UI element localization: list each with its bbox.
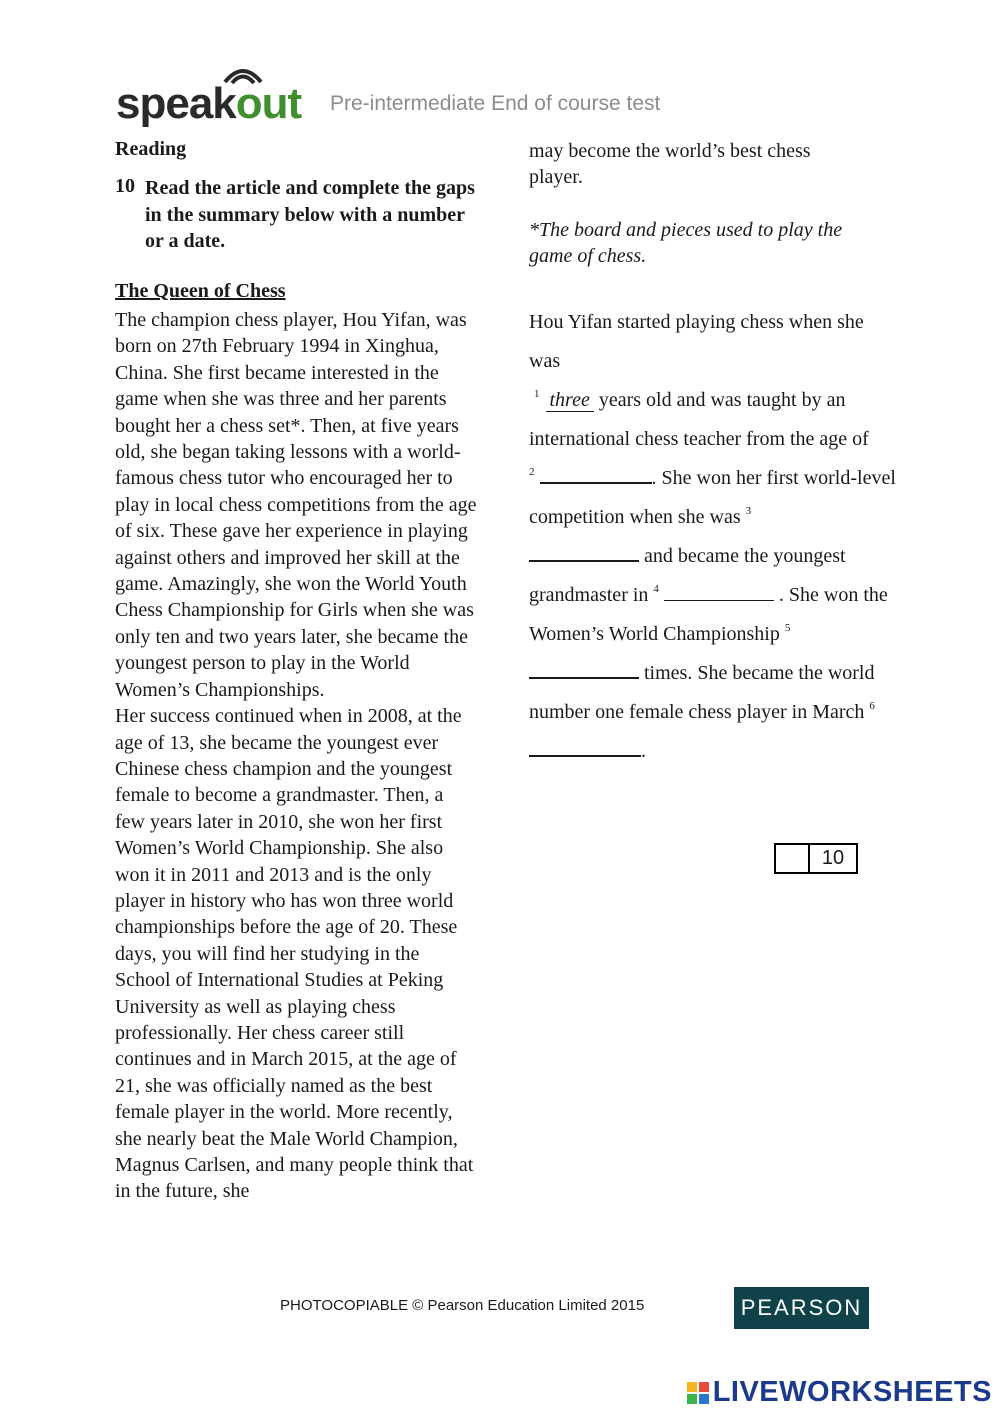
gap-3-input[interactable] — [529, 540, 639, 562]
article-continuation: may become the world’s best chess player. — [529, 140, 811, 189]
gap-number-5: 5 — [784, 622, 791, 634]
score-box — [774, 843, 858, 874]
gap-5-input[interactable] — [529, 657, 639, 679]
article-footnote: *The board and pieces used to play the game of chess. — [529, 219, 843, 268]
section-heading: Reading — [115, 138, 187, 160]
gap-1-answer: three — [546, 389, 594, 412]
pearson-logo: PEARSON — [734, 1287, 869, 1329]
copyright-notice: PHOTOCOPIABLE © Pearson Education Limited 2015 — [280, 1297, 645, 1314]
article-paragraph-2: Her success continued when in 2008, at the age of 13, she became the youngest ever Chinese chess champion and the youngest female to become a grandmaster. Then, a few years later in 2010, she won her first Women’s World Championship. She also won it in 2011 and 2013 and is the only player in history who has won three world championships before the age of 20. These days, you will find her studying in the School of International Studies at Peking University as well as playing chess professionally. Her chess career still continues and in March 2015, at the age of 21, she was officially named as the best female player in the world. More recently, she nearly beat the Male World Champion, Magnus Carlsen, and many people think that in the future, she — [115, 705, 474, 1203]
article-title: The Queen of Chess — [115, 280, 286, 302]
liveworksheets-wordmark: LIVEWORKSHEETS — [712, 1376, 992, 1408]
article-body — [115, 307, 477, 1205]
summary-text: Hou Yifan started playing chess when she was $^1$ three years old and was taught by an international chess teacher from the age of $^2$ . She won her first world-level competition when she was $^3$ and became the youngest grandmaster in $^4$ . She won the Women’s World Championship $^5$ times. She became the world number one female chess player in March $^6$ . — [529, 311, 896, 762]
score-total: 10 — [821, 847, 845, 869]
gap-4-input[interactable] — [664, 580, 774, 601]
score-earned[interactable] — [776, 845, 810, 872]
liveworksheets-watermark — [687, 1376, 992, 1409]
gap-number-6: 6 — [869, 700, 875, 712]
gap-number-2: 2 — [529, 466, 535, 478]
gap-number-4: 4 — [653, 583, 659, 595]
liveworksheets-blocks-icon — [687, 1382, 709, 1404]
gap-number-3: 3 — [745, 505, 752, 517]
speakout-logo — [116, 64, 301, 126]
test-subtitle: Pre-intermediate End of course test — [330, 92, 661, 115]
gap-6-input[interactable] — [529, 735, 641, 757]
article-paragraph-1: The champion chess player, Hou Yifan, was born on 27th February 1994 in Xinghua, China. She first became interested in the game when she was three and her parents bought her a chess set*. Then, at five years old, she began taking lessons with a world-famous chess tutor who encouraged her to play in local chess competitions from the age of six. These gave her experience in playing against others and improved her skill at the game. Amazingly, she won the World Youth Chess Championship for Girls when she was only ten and two years later, she became the youngest person to play in the World Women’s Championships. — [115, 309, 477, 701]
logo-wordmark: speakout — [116, 79, 302, 128]
gap-2-input[interactable] — [540, 462, 652, 484]
signal-waves-icon — [221, 62, 265, 84]
question-instruction: Read the article and complete the gaps in the summary below with a number or a date. — [145, 177, 475, 252]
question-number: 10 — [115, 175, 135, 197]
gap-number-1: 1 — [534, 388, 540, 400]
